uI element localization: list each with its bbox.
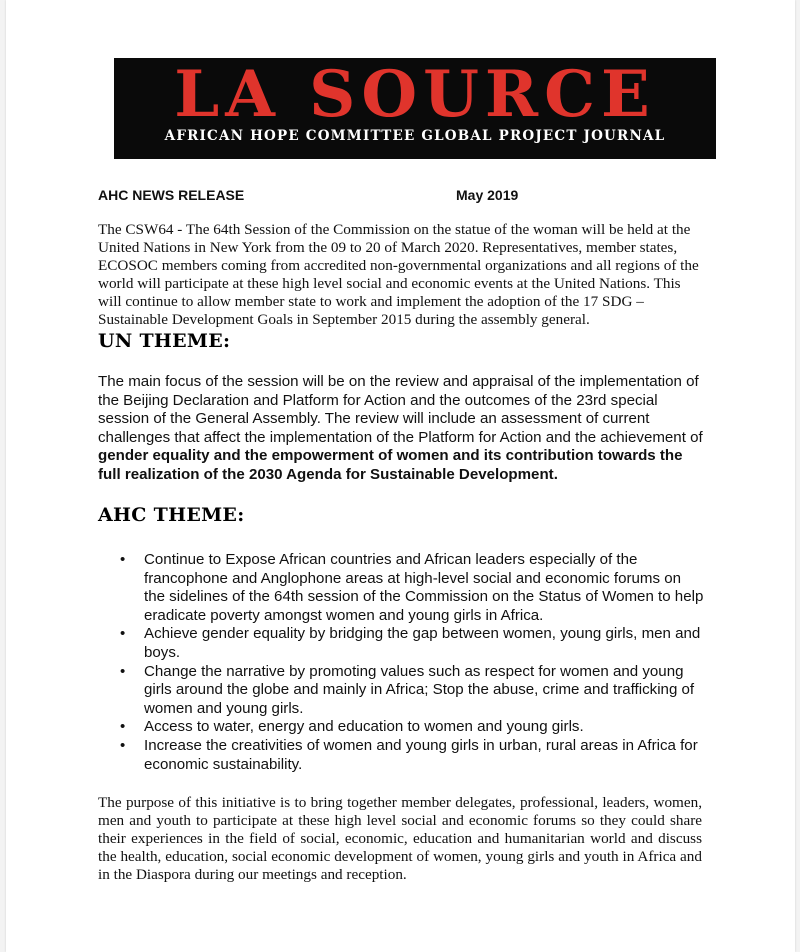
bullet-icon: • — [120, 625, 126, 643]
masthead-title: LA SOURCE — [174, 57, 656, 132]
ahc-theme-heading: AHC THEME: — [98, 504, 245, 526]
un-theme-paragraph — [98, 373, 704, 485]
un-theme-heading: UN THEME: — [98, 330, 231, 352]
list-item — [98, 718, 704, 737]
release-row — [98, 187, 528, 205]
bullet-icon: • — [120, 736, 126, 754]
ahc-theme-list — [98, 551, 704, 774]
bullet-icon: • — [120, 718, 126, 736]
masthead-subtitle: AFRICAN HOPE COMMITTEE GLOBAL PROJECT JOURNAL — [164, 128, 666, 144]
list-item — [98, 551, 704, 625]
closing-paragraph: The purpose of this initiative is to bring together member delegates, professional, leaders, women, men and youth to participate at these high level social and economic forums so they could share their experiences in the field of social, economic, education and humanitarian world and discuss the health, education, social economic development of women, young girls and youth in Africa and in the Diaspora during our meetings and reception. — [98, 794, 702, 883]
release-date: May 2019 — [456, 187, 519, 203]
list-item-text: Increase the creativities of women and young girls in urban, rural areas in Africa for economic sustainability. — [144, 736, 698, 773]
release-label: AHC NEWS RELEASE — [98, 187, 245, 203]
un-theme-emphasis: gender equality and the empowerment of women and its contribution towards the full realization of the 2030 Agenda for Sustainable Development. — [98, 447, 683, 483]
list-item-text: Continue to Expose African countries and African leaders especially of the francophone and Anglophone areas at high-level social and economic forums on the sidelines of the 64th session of the Commission on the Status of Women to help eradicate poverty amongst women and young girls in Africa. — [144, 551, 704, 624]
list-item-text: Access to water, energy and education to women and young girls. — [144, 718, 584, 736]
bullet-icon: • — [120, 551, 126, 568]
list-item — [98, 737, 704, 774]
list-item — [98, 663, 704, 719]
list-item-text: Achieve gender equality by bridging the gap between women, young girls, men and boys. — [144, 625, 701, 661]
intro-paragraph: The CSW64 - The 64th Session of the Commission on the statue of the woman will be held at the United Nations in New York from the 09 to 20 of March 2020. Representatives, member states, ECOSOC members coming from accredited non-governmental organizations and all regions of the world will participate at these high level social and economic events at the United Nations. This will continue to allow member state to work and implement the adoption of the 17 SDG – Sustainable Development Goals in September 2015 during the assembly general. — [98, 221, 699, 328]
un-theme-text: The main focus of the session will be on the review and appraisal of the implementation of the Beijing Declaration and Platform for Action and the outcomes of the 23rd special session of the General Assembly. The review will include an assessment of current challenges that affect the implementation of the Platform for Action and the achievement of — [98, 373, 703, 446]
masthead-banner — [114, 58, 716, 159]
list-item-text: Change the narrative by promoting values such as respect for women and young girls around the globe and mainly in Africa; Stop the abuse, crime and trafficking of women and young girls. — [144, 662, 695, 717]
bullet-icon: • — [120, 662, 126, 680]
list-item — [98, 625, 704, 662]
